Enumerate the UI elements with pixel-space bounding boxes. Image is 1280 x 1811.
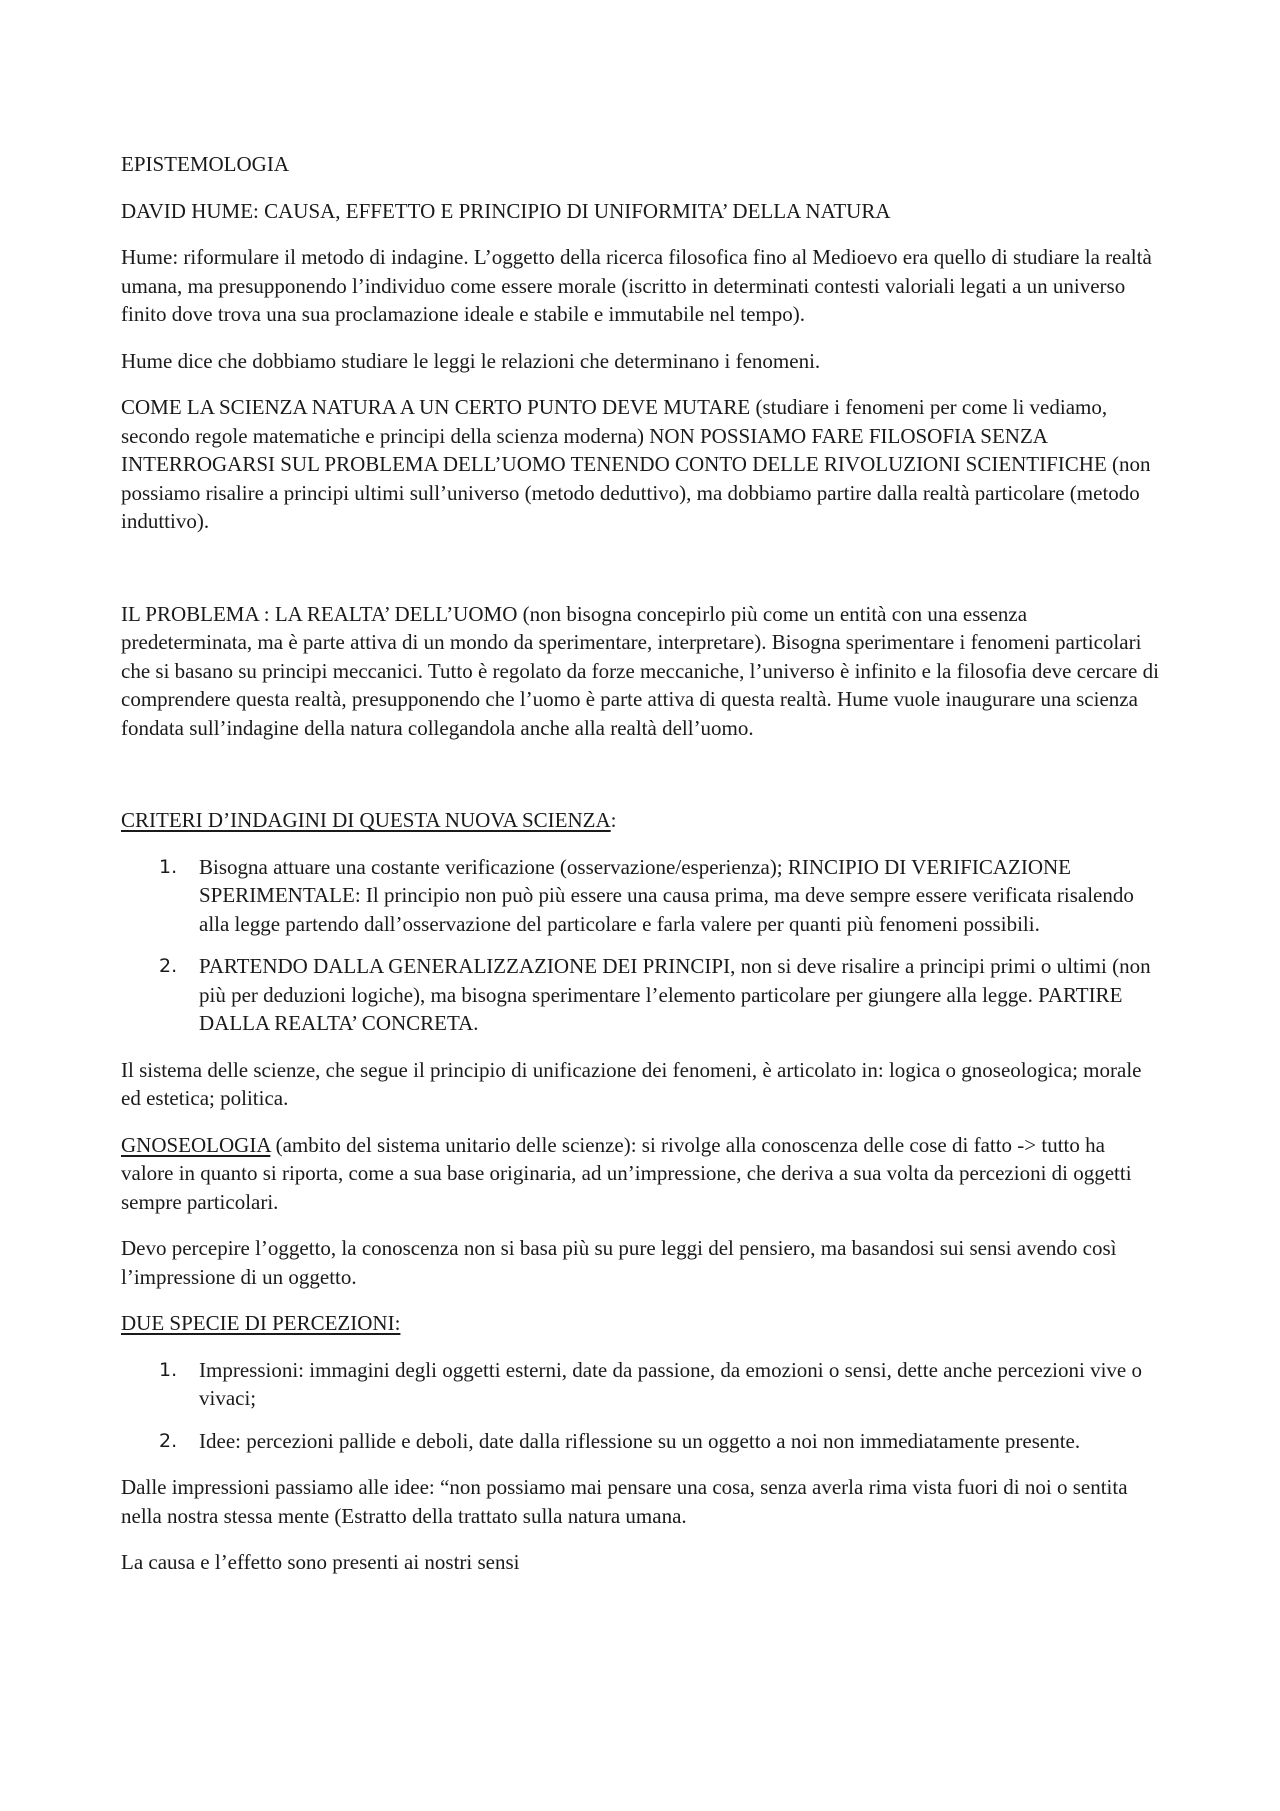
blank-line xyxy=(121,554,1161,600)
list-number: 1. xyxy=(159,855,178,878)
gnoseologia-text: (ambito del sistema unitario delle scienze): si rivolge alla conoscenza delle cose di fatto -> tutto ha valore in quanto si riporta, come a sua base originaria, ad un’impressione, che deriva a sua volta da percezioni di oggetti sempre particolari. xyxy=(121,1132,1132,1214)
document-title: EPISTEMOLOGIA xyxy=(121,152,289,176)
due-specie-heading xyxy=(121,1309,1161,1338)
criteri-heading-colon: : xyxy=(610,808,617,832)
criteri-heading-text: CRITERI D’INDAGINI DI QUESTA NUOVA SCIENZA xyxy=(121,808,611,832)
list-number: 1. xyxy=(159,1358,178,1381)
paragraph-gnoseologia xyxy=(121,1131,1161,1217)
list-item-text: Idee: percezioni pallide e deboli, date dalla riflessione su un oggetto a noi non immediatamente presente. xyxy=(199,1428,1081,1453)
due-specie-heading-text: DUE SPECIE DI PERCEZIONI: xyxy=(121,1311,401,1335)
paragraph-perceive-object: Devo percepire l’oggetto, la conoscenza non si basa più su pure leggi del pensiero, ma basandosi sui sensi avendo così l’impressione di un oggetto. xyxy=(121,1236,1117,1289)
paragraph-problem-man: IL PROBLEMA : LA REALTA’ DELL’UOMO (non bisogna concepirlo più come un entità con una essenza predeterminata, ma è parte attiva di un mondo da sperimentare, interpretare). Bisogna sperimentare i fenomeni particolari che si basano su principi meccanici. Tutto è regolato da forze meccaniche, l’universo è infinito e la filosofia deve cercare di comprendere questa realtà, presupponendo che l’uomo è parte attiva di questa realtà. Hume vuole inaugurare una scienza fondata sull’indagine della natura collegandola anche alla realtà dell’uomo. xyxy=(121,601,1159,740)
list-item xyxy=(121,1356,1161,1413)
list-number: 2. xyxy=(159,955,178,977)
paragraph-hume-laws: Hume dice che dobbiamo studiare le leggi le relazioni che determinano i fenomeni. xyxy=(121,348,821,373)
list-item-text: Bisogna attuare una costante verificazione (osservazione/esperienza); RINCIPIO DI VERIFICAZIONE SPERIMENTALE: Il principio non può più essere una causa prima, ma deve sempre essere verificata risalendo alla legge partendo dall’osservazione del particolare e farla valere per quanti più fenomeni possibili. xyxy=(199,854,1134,936)
blank-line xyxy=(121,760,1161,806)
list-number: 2. xyxy=(159,1429,178,1452)
document-subtitle: DAVID HUME: CAUSA, EFFETTO E PRINCIPIO DI UNIFORMITA’ DELLA NATURA xyxy=(121,198,891,223)
paragraph-system-sciences: Il sistema delle scienze, che segue il principio di unificazione dei fenomeni, è articolato in: logica o gnoseologica; morale ed estetica; politica. xyxy=(121,1057,1142,1110)
gnoseologia-term: GNOSEOLOGIA xyxy=(121,1132,271,1157)
list-item xyxy=(121,853,1161,939)
list-item xyxy=(121,952,1161,1038)
list-item xyxy=(121,1427,1161,1456)
criteri-list xyxy=(121,853,1161,1038)
paragraph-impressions-ideas: Dalle impressioni passiamo alle idee: “non possiamo mai pensare una cosa, senza averla rima vista fuori di noi o sentita nella nostra stessa mente (Estratto della trattato sulla natura umana. xyxy=(121,1475,1128,1528)
document-page xyxy=(121,150,1161,1595)
criteri-heading xyxy=(121,806,1161,835)
paragraph-hume-method: Hume: riformulare il metodo di indagine. L’oggetto della ricerca filosofica fino al Medioevo era quello di studiare la realtà umana, ma presupponendo l’individuo come essere morale (iscritto in determinati contesti valoriali legati a un universo finito dove trova una sua proclamazione ideale e stabile e immutabile nel tempo). xyxy=(121,245,1152,326)
percezioni-list xyxy=(121,1356,1161,1456)
paragraph-science-change: COME LA SCIENZA NATURA A UN CERTO PUNTO DEVE MUTARE (studiare i fenomeni per come li vediamo, secondo regole matematiche e principi della scienza moderna) NON POSSIAMO FARE FILOSOFIA SENZA INTERROGARSI SUL PROBLEMA DELL’UOMO TENENDO CONTO DELLE RIVOLUZIONI SCIENTIFICHE (non possiamo risalire a principi ultimi sull’universo (metodo deduttivo), ma dobbiamo partire dalla realtà particolare (metodo induttivo). xyxy=(121,395,1151,533)
list-item-text: PARTENDO DALLA GENERALIZZAZIONE DEI PRINCIPI, non si deve risalire a principi primi o ultimi (non più per deduzioni logiche), ma bisogna sperimentare l’elemento particolare per giungere alla legge. PARTIRE DALLA REALTA’ CONCRETA. xyxy=(199,954,1151,1035)
list-item-text: Impressioni: immagini degli oggetti esterni, date da passione, da emozioni o sensi, dette anche percezioni vive o vivaci; xyxy=(199,1357,1142,1410)
paragraph-cause-effect: La causa e l’effetto sono presenti ai nostri sensi xyxy=(121,1550,520,1574)
